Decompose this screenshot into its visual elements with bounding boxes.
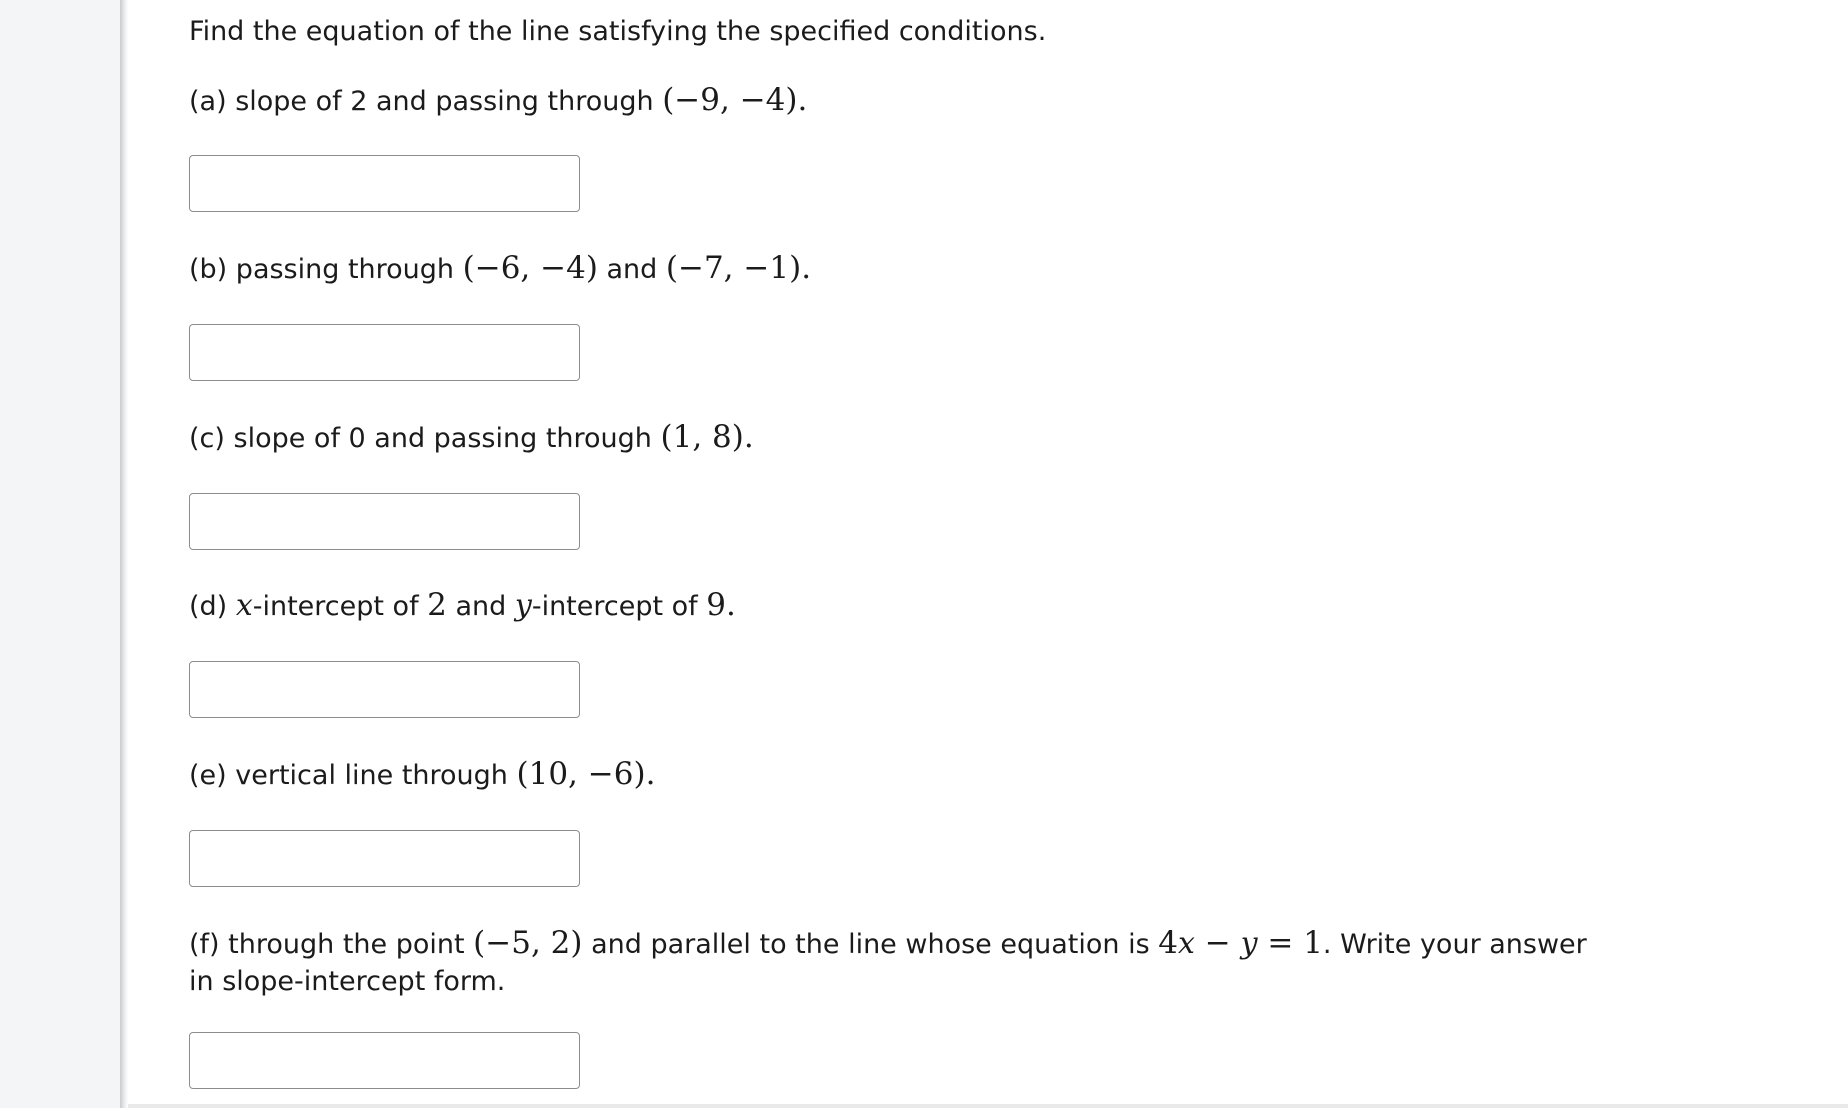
math-expression: 4 [1158, 925, 1178, 961]
prompt-text: slope of 0 and passing through [224, 423, 661, 454]
prompt-text: and parallel to the line whose equation is [582, 929, 1159, 960]
prompt-text: -intercept of [531, 591, 707, 622]
part-label: (c) [189, 423, 225, 454]
part-f-prompt [189, 925, 1609, 1000]
prompt-text [227, 591, 236, 622]
bottom-strip [128, 1104, 1848, 1108]
math-expression: 9 [706, 587, 726, 623]
prompt-text: vertical line through [226, 760, 517, 791]
part-f-answer-input[interactable] [189, 1032, 580, 1089]
math-expression: (−6, −4) [462, 250, 598, 286]
part-label: (a) [189, 86, 227, 117]
math-expression: (1, 8) [660, 419, 744, 455]
math-expression: . [645, 756, 656, 792]
math-expression: (−9, −4) [662, 82, 798, 118]
part-d-prompt [189, 587, 736, 625]
part-label: (f) [189, 929, 220, 960]
prompt-text: slope of 2 and passing through [226, 86, 663, 117]
math-expression: (10, −6) [516, 756, 646, 792]
prompt-text: . Write your answer in slope-intercept form. [189, 929, 1587, 997]
part-c-prompt [189, 419, 754, 457]
math-variable: x [235, 588, 253, 623]
math-expression: − [1194, 925, 1241, 961]
math-expression: . [801, 250, 812, 286]
part-label: (e) [189, 760, 227, 791]
question-intro: Find the equation of the line satisfying the specified conditions. [189, 16, 1047, 47]
part-d-answer-input[interactable] [189, 661, 580, 718]
part-label: (b) [189, 254, 228, 285]
part-a-prompt [189, 82, 807, 120]
part-label: (d) [189, 591, 228, 622]
math-expression: (−7, −1) [665, 250, 802, 286]
prompt-text: and [597, 254, 666, 285]
left-rail [0, 0, 120, 1108]
math-expression: = 1 [1257, 925, 1323, 961]
math-variable: y [514, 588, 532, 623]
prompt-text: and [446, 591, 515, 622]
part-c-answer-input[interactable] [189, 493, 580, 550]
prompt-text: through the point [219, 929, 474, 960]
math-expression: . [743, 419, 754, 455]
prompt-text: -intercept of [252, 591, 428, 622]
part-e-prompt [189, 756, 655, 794]
part-a-answer-input[interactable] [189, 155, 580, 212]
math-variable: y [1240, 926, 1258, 961]
part-e-answer-input[interactable] [189, 830, 580, 887]
math-expression: (−5, 2) [473, 925, 583, 961]
left-rail-edge [120, 0, 128, 1108]
math-expression: 2 [427, 587, 447, 623]
math-expression: . [726, 587, 736, 623]
math-variable: x [1177, 926, 1195, 961]
part-b-prompt [189, 250, 811, 288]
math-expression: . [797, 82, 808, 118]
part-b-answer-input[interactable] [189, 324, 580, 381]
prompt-text: passing through [227, 254, 463, 285]
